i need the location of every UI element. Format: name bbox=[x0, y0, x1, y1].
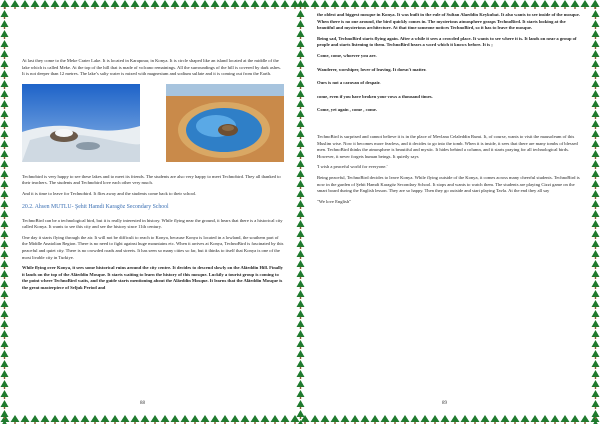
photo-row bbox=[22, 84, 284, 162]
poem-line-4: come, even if you have broken your vows a thousand times. bbox=[317, 93, 433, 99]
konya-paragraph: One day it starts flying through the air. It will not be difficult to reach to Konya, because Konya is located in a lowland, the southern part of the Middle Anatolian Region. There is no need to fight against huge mountains etc. When it arrives at Konya, TechnoBird is fascinated by this peaceful and quiet city. There is no crowded roads and streets. It has seen so many cities so far, but it thinks to itself that Konya is one of the most livable city in Turkiye. bbox=[22, 234, 284, 260]
happy-paragraph: Technobird is very happy to see these lakes and to meet its friends. The students are also very happy to meet Technobird. They all thanked to their teachers. The students and Technobird love each other very much. bbox=[22, 173, 281, 186]
crater-lake-photo-2 bbox=[166, 84, 284, 162]
oldest-mosque-paragraph: the oldest and biggest mosque in Konya. It was built in the rule of Sultan Alaeddin Keykubat. It also wants to see inside of the mosque. When there is no one around, the bird quickly comes in. The mysterious atmosphere grasps TechnoBird. It starts looking at the beautiful and mysterious architecture. At that time someone notices TechnoBird, so it has to leave the mosque. bbox=[317, 12, 580, 31]
leave-paragraph: And it is time to leave for Technobird. It flies away and the students come back to their school. bbox=[22, 190, 197, 196]
left-page bbox=[22, 12, 284, 412]
page-number-right: 89 bbox=[442, 401, 447, 406]
love-english-quote: "We love English" bbox=[317, 198, 351, 204]
poem-line-2: Wanderer, worshiper, lover of leaving. It doesn't matter. bbox=[317, 66, 427, 72]
poem-line-5: Come, yet again , come , come. bbox=[317, 107, 377, 113]
school-paragraph: Being peaceful, TechnoBird decides to leave Konya. While flying outside of the Konya, it comes across many cheerful students. TechnoBird is now in the garden of Şehit Hamdi Karagöz Secondary School. It stops and wants to watch them. The students are playing Cizzi game on the smart board during the English lesson. They are so happy. Then they go outside and start playing Tavla. At the end they all say bbox=[317, 174, 580, 194]
page-number-left: 88 bbox=[140, 401, 145, 406]
crowded-place-paragraph: Being sad, TechnoBird starts flying again. After a while it sees a crowded place. It wants to see where it is. It lands on near a group of people and starts listening to them. TechnoBird hears a word which it knows before. It is ; bbox=[317, 35, 577, 48]
tree-border-right bbox=[591, 0, 600, 424]
section-heading: 20.2. Ahsen MUTLU- Şehit Hamdi Karagöz Secondary School bbox=[22, 203, 169, 210]
right-page bbox=[317, 12, 583, 412]
tree-border-left bbox=[0, 0, 9, 424]
poem-line-1: Come, come, whoever you are. bbox=[317, 52, 377, 58]
crater-lake-photo-1 bbox=[22, 84, 140, 162]
meke-lake-paragraph: At last they come to the Meke Crater Lake. It is located in Karapınar, in Konya. It is circle shaped like an island located at the middle of the lake which is called Meke. At the top of the hill that is made of volcano remainings. All the surroundings of the hill is covered by dark ashes. It is not deeper than 12 metres. The lake’s salty water is mixed with magnesium and sodium sulfate and it is coming out from the Earth. bbox=[22, 58, 281, 77]
mosque-paragraph: While flying over Konya, it sees some historical ruins around the city centre. It decides to descend slowly on the Alâeddin Hill. Finally it lands on the top of the Alâeddin Mosque. It starts waiting to learn the history of this mosque. Luckily a tourist group is coming to the point where TechnoBird waits, and the guide starts mentioning about the Alâeddin Mosque. It learns that the Alâeddin Mosque is the great masterpiece of Seljuk Period and bbox=[22, 265, 283, 290]
tree-border-middle bbox=[296, 0, 305, 424]
history-paragraph: TechnoBird can be a technological bird, but it is really interested in history. While flying near the ground, it hears that there is a historical city called Konya. It wants to see this city and see the history since 11th century. bbox=[22, 217, 283, 230]
mevlana-paragraph: TechnoBird is surprised and cannot believe it is in the place of Mevlana Celaleddin Rumi. It, of course, wants to visit the mausoleum of this Muslim wise. Now it becomes more fearless, and it decides to go into the tomb. When it is inside, it sees that there are many tombs of blessed men. TechnoBird thinks the atmosphere is beautiful and mystic. It hides behind a column, and it starts praying for all technological birds. However, it never forgets human beings. It quietly says bbox=[317, 133, 578, 159]
poem-line-3: Ours is not a caravan of despair. bbox=[317, 80, 381, 86]
peaceful-world-quote: 'I wish a peaceful world for everyone.' bbox=[317, 164, 388, 170]
